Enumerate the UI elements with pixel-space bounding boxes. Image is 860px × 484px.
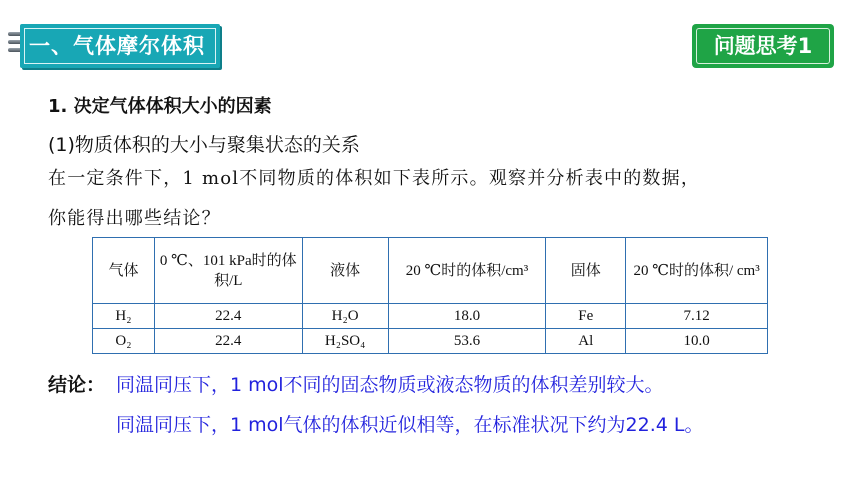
table-cell: 10.0 xyxy=(626,329,768,354)
conclusion-colon: ： xyxy=(86,374,106,396)
table-row xyxy=(93,304,768,329)
table-cell: 18.0 xyxy=(388,304,546,329)
conclusion-line-2: 同温同压下，1 mol气体的体积近似相等，在标准状况下约为22.4 L。 xyxy=(116,414,704,436)
table-row xyxy=(93,329,768,354)
conclusion-label-text: 结论 xyxy=(48,374,87,396)
table-cell: H₂SO₄ xyxy=(302,329,388,354)
table-cell: H₂O xyxy=(302,304,388,329)
header-gas-volume: 0 ℃、101 kPa时的体积/L xyxy=(154,238,302,304)
header-gas: 气体 xyxy=(93,238,155,304)
question-badge xyxy=(692,24,834,68)
topic-subheading: (1)物质体积的大小与聚集状态的关系 xyxy=(48,134,360,156)
section-title-tab xyxy=(20,24,220,68)
table-cell: 22.4 xyxy=(154,329,302,354)
table-header-row xyxy=(93,238,768,304)
table-cell: 7.12 xyxy=(626,304,768,329)
table-cell: Al xyxy=(546,329,626,354)
table-cell: 53.6 xyxy=(388,329,546,354)
header-solid: 固体 xyxy=(546,238,626,304)
conclusion-label xyxy=(48,370,105,397)
table-cell: O₂ xyxy=(93,329,155,354)
question-line-2: 你能得出哪些结论？ xyxy=(48,208,221,229)
conclusion-line-1: 同温同压下，1 mol不同的固态物质或液态物质的体积差别较大。 xyxy=(116,374,664,396)
question-badge-label: 问题思考1 xyxy=(696,28,830,64)
section-title: 一、气体摩尔体积 xyxy=(24,28,216,64)
topic-heading: 1. 决定气体体积大小的因素 xyxy=(48,96,272,117)
table-cell: 22.4 xyxy=(154,304,302,329)
table-cell: H₂ xyxy=(93,304,155,329)
header-liquid-volume: 20 ℃时的体积/cm³ xyxy=(388,238,546,304)
question-line-1: 在一定条件下，1 mol不同物质的体积如下表所示。观察并分析表中的数据， xyxy=(48,168,701,189)
volume-table xyxy=(92,237,768,354)
header-liquid: 液体 xyxy=(302,238,388,304)
header-solid-volume: 20 ℃时的体积/ cm³ xyxy=(626,238,768,304)
table-cell: Fe xyxy=(546,304,626,329)
